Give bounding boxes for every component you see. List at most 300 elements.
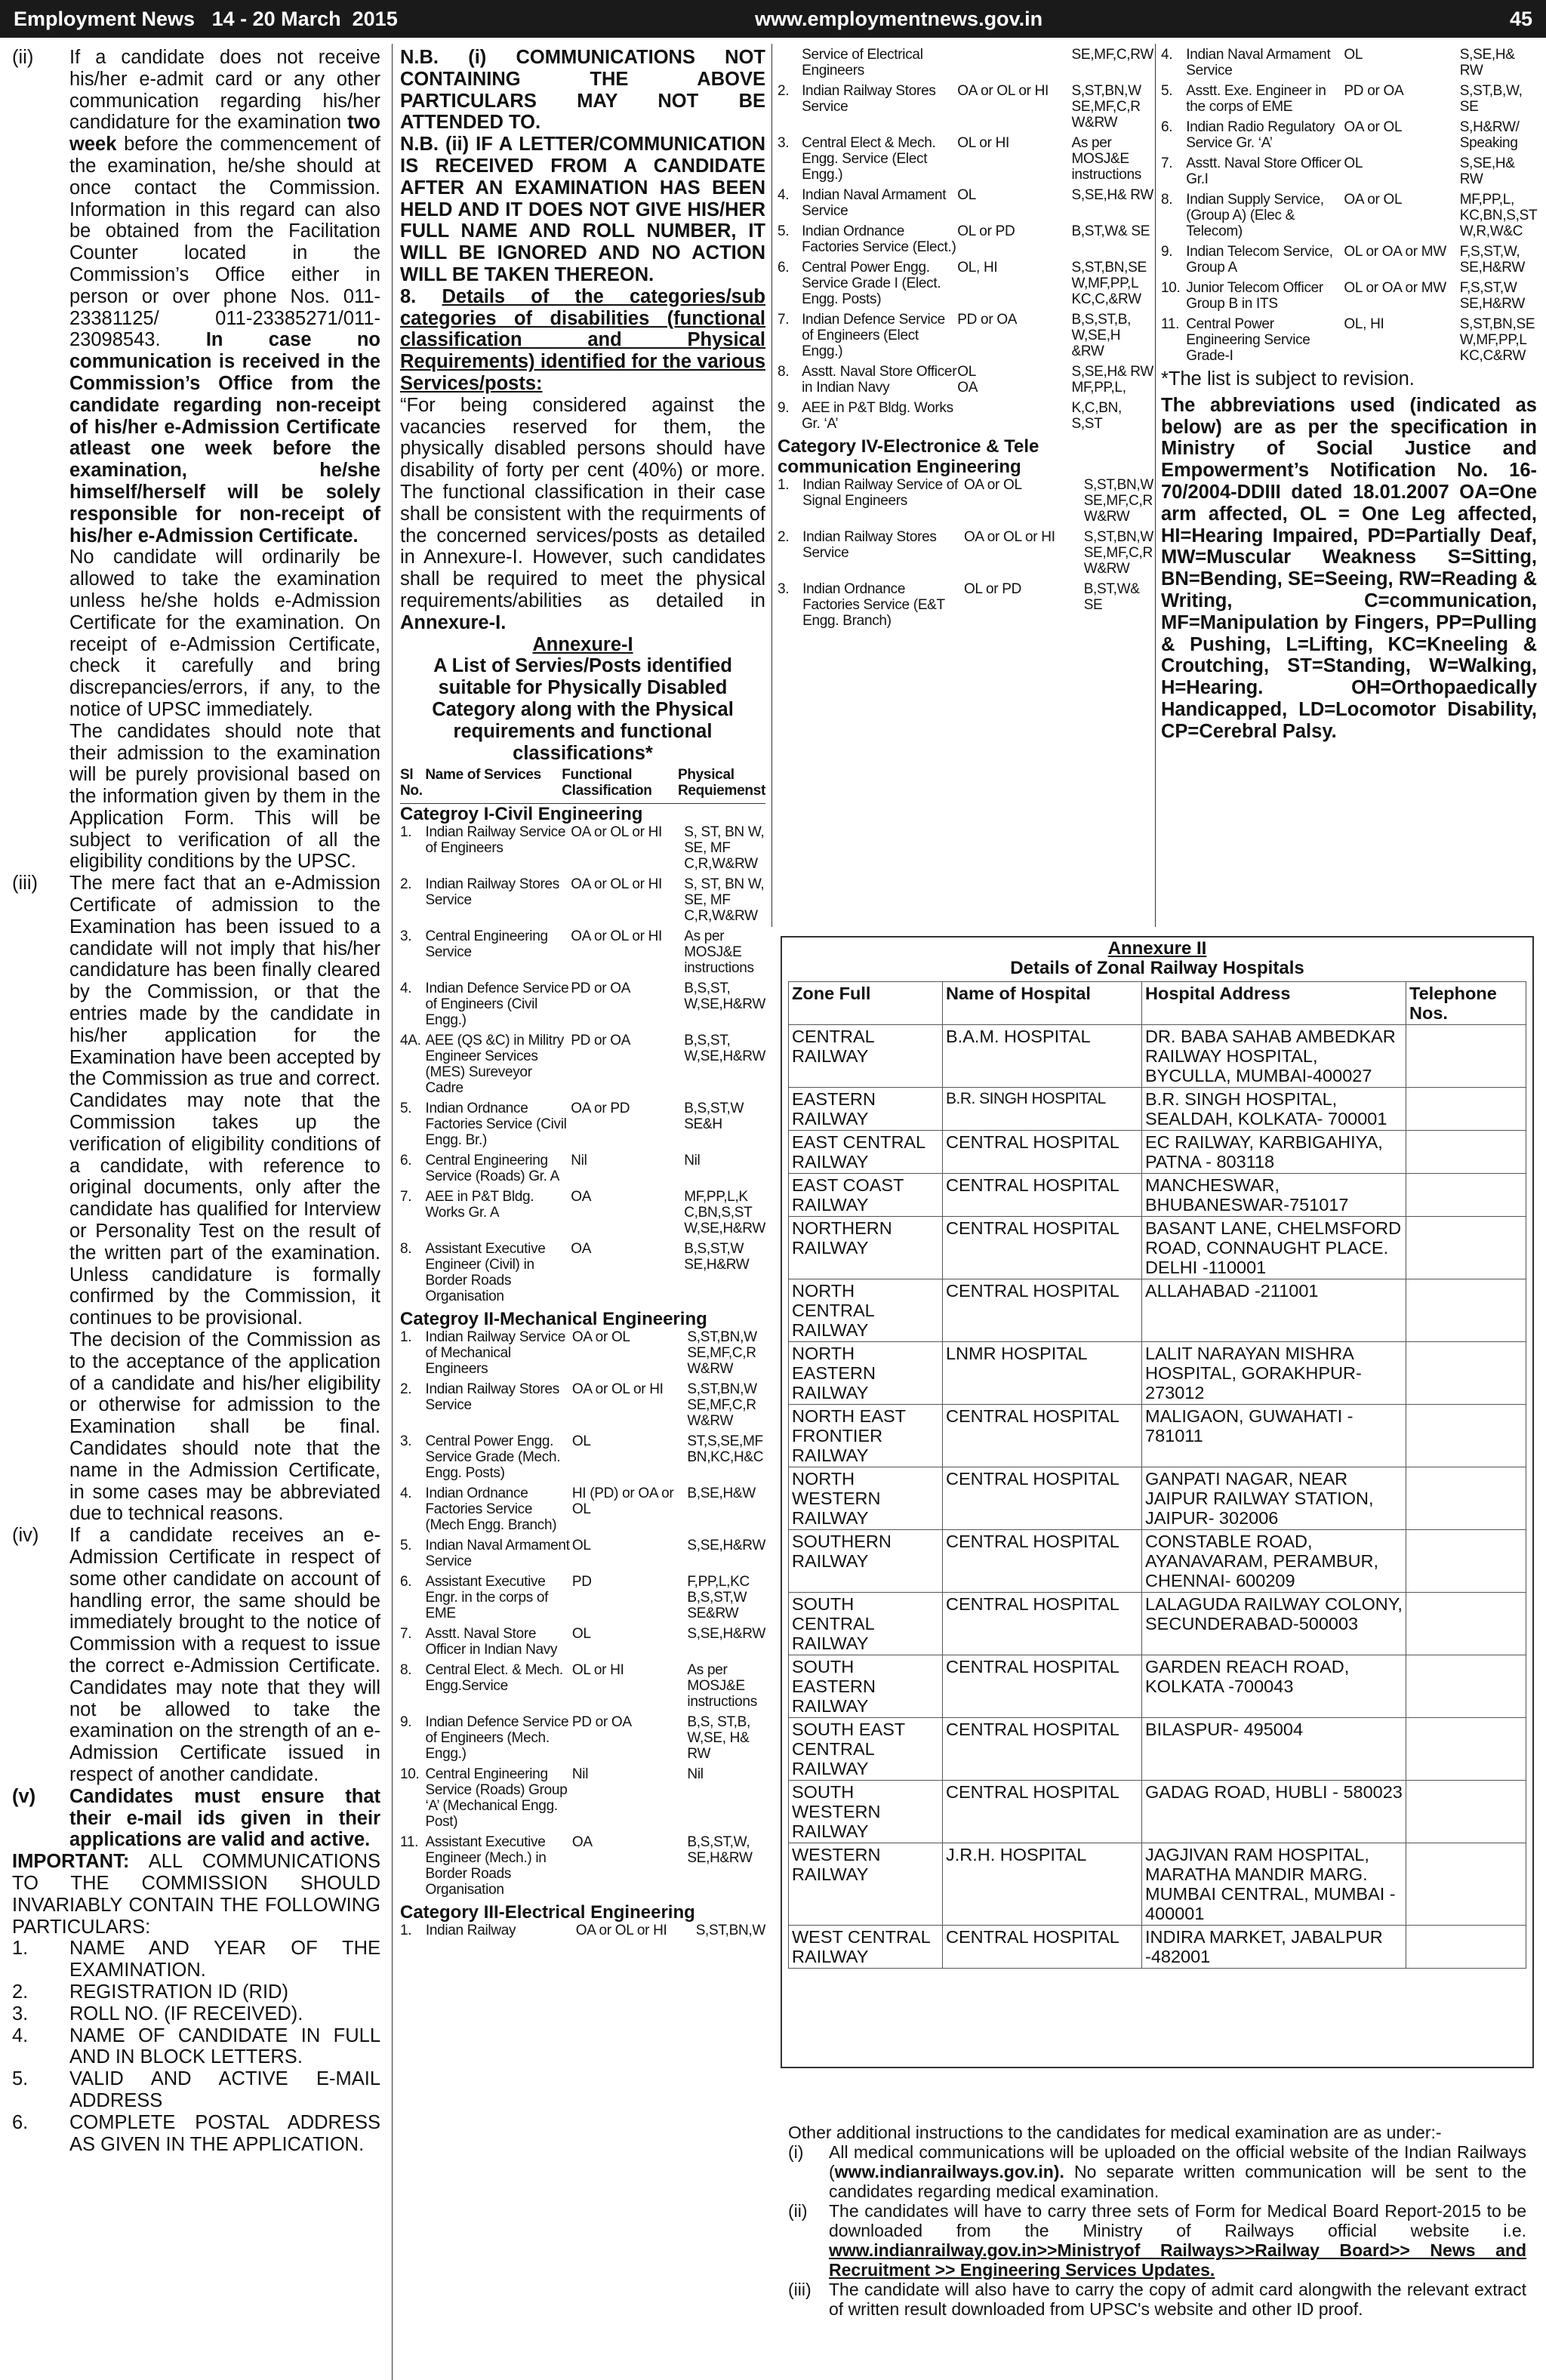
physical-requirements: S,ST,BN,W	[695, 1923, 765, 1939]
service-name: Asstt. Exe. Engineer in the corps of EME	[1186, 83, 1326, 115]
instructions-intro: Other additional instructions to the candidates for medical examination are as under:-	[788, 2123, 1442, 2142]
functional-classification: OA	[571, 1189, 592, 1205]
item-text	[829, 2142, 1526, 2201]
category-1-table	[400, 824, 765, 1309]
zonal-hospitals-table	[788, 981, 1526, 1969]
clause-v	[12, 1786, 380, 1851]
sl-number: 2.	[778, 529, 790, 545]
service-name: Indian Defence Service of Engineers (Civil Engg.)	[425, 981, 569, 1029]
functional-classification: OA or OL or HI	[571, 928, 663, 945]
service-row	[1161, 155, 1537, 192]
item-number: 1.	[12, 1938, 29, 1960]
service-row	[778, 581, 1153, 633]
functional-classification: OL	[1344, 155, 1363, 171]
telephone	[1406, 1174, 1526, 1217]
sl-number: 1.	[400, 1329, 412, 1346]
service-row	[400, 1241, 765, 1309]
table-row	[789, 1217, 1526, 1279]
table-row	[789, 1530, 1526, 1593]
sl-number: 5.	[400, 1101, 412, 1117]
table-row	[789, 1467, 1526, 1530]
sl-number: 11.	[1161, 316, 1180, 332]
text: The candidates will have to carry three sets of Form for Medical Board Report-2015 to be downloaded from the Ministry of Railways official website i.e.	[829, 2201, 1526, 2240]
service-name: Indian Naval Armament Service	[1186, 47, 1331, 79]
service-row	[400, 981, 765, 1033]
item-text: NAME OF CANDIDATE IN FULL AND IN BLOCK LETTERS.	[69, 2024, 380, 2068]
sl-number: 3.	[778, 581, 790, 597]
clause-text	[69, 47, 380, 547]
telephone	[1406, 1405, 1526, 1467]
telephone	[1406, 1718, 1526, 1781]
item-text: REGISTRATION ID (RID)	[69, 1981, 288, 2003]
text: “For being considered against the vacancies reserved for them, the physically disabled persons should have disability of forty per cent (40%) or more. The functional classification in their case shall be consistent with the requirments of the concerned services/posts as detailed in Annexure-I. However, such candidates shall be required to meet the physical requirements/abilities as detailed in	[400, 394, 765, 611]
category-4-table	[778, 477, 1153, 633]
clause-number: (iv)	[12, 1525, 39, 1547]
functional-classification: OA or OL	[571, 1329, 630, 1346]
annexure-2-title: Annexure II	[1107, 938, 1207, 959]
zone-name: SOUTH EAST CENTRAL RAILWAY	[789, 1718, 943, 1781]
item-text: COMPLETE POSTAL ADDRESS AS GIVEN IN THE APPLICATION.	[69, 2111, 380, 2155]
sl-number: 1.	[778, 477, 790, 493]
service-name: Indian Railway Stores Service	[802, 83, 936, 115]
service-row	[400, 1714, 765, 1766]
functional-classification: OL or PD	[957, 223, 1015, 239]
sl-number: 4.	[400, 1486, 412, 1502]
functional-classification: OA or OL or HI	[963, 529, 1055, 545]
functional-classification: OL or HI	[957, 135, 1009, 151]
revision-note: *The list is subject to revision.	[1161, 368, 1415, 389]
item-text: NAME AND YEAR OF THE EXAMINATION.	[69, 1938, 380, 1981]
section-8-heading	[400, 286, 765, 395]
functional-classification: PD or OA	[957, 312, 1018, 328]
sl-number: 5.	[778, 223, 790, 239]
table-row	[789, 1843, 1526, 1926]
functional-classification: PD or OA	[571, 1033, 631, 1049]
physical-requirements: MF,PP,L, KC,BN,S,ST W,R,W&C	[1459, 192, 1537, 239]
item-number: 2.	[12, 1981, 29, 2003]
physical-requirements: S,ST,BN,SE W,MF,PP,L KC,C&RW	[1459, 316, 1535, 364]
zone-name: EAST CENTRAL RAILWAY	[789, 1131, 943, 1174]
sl-number: 6.	[778, 260, 790, 276]
sl-number: 2.	[778, 83, 790, 99]
item-number: 6.	[12, 2111, 29, 2133]
text: No separate written communication will be sent to the candidates regarding medical examination.	[829, 2162, 1526, 2201]
particular-item	[12, 1981, 380, 2003]
physical-requirements: S,SE,H& RW	[1459, 47, 1515, 79]
service-name: Indian Radio Regulatory Service Gr. ‘A’	[1186, 119, 1335, 151]
telephone	[1406, 1217, 1526, 1279]
service-row	[400, 1101, 765, 1153]
service-row	[778, 47, 1153, 83]
sl-number: 8.	[400, 1662, 412, 1679]
hospital-name: CENTRAL HOSPITAL	[943, 1530, 1142, 1593]
text-bold: two week	[69, 112, 380, 155]
clause-iv	[12, 1525, 380, 1786]
hospital-address: INDIRA MARKET, JABALPUR -482001	[1142, 1926, 1406, 1969]
table-row	[789, 1279, 1526, 1342]
functional-classification: OA or OL or HI	[575, 1923, 667, 1939]
service-name: Indian Telecom Service, Group A	[1186, 244, 1333, 276]
physical-requirements: ST,S,SE,MF BN,KC,H&C	[687, 1433, 764, 1466]
functional-classification: OL, HI	[1344, 316, 1384, 332]
service-name: Central Engineering Service (Roads) Group ‘A’ (Mechanical Engg. Post)	[425, 1766, 568, 1830]
zone-name: WEST CENTRAL RAILWAY	[789, 1926, 943, 1969]
page-header	[0, 0, 1546, 38]
physical-requirements: S,SE,H&RW	[687, 1626, 765, 1643]
sl-number: 5.	[400, 1538, 412, 1554]
service-name: Indian Ordnance Factories Service (Mech Engg. Branch)	[425, 1486, 557, 1534]
annexure-1-label: Annexure-I	[532, 633, 633, 655]
clause-iii	[12, 873, 380, 1525]
table-row	[789, 1405, 1526, 1467]
sl-number: 2.	[400, 876, 412, 893]
paragraph: Candidates must ensure that their e-mail ids given in their applications are valid and active.	[69, 1785, 380, 1851]
table-row	[789, 1025, 1526, 1088]
table-row	[789, 1655, 1526, 1718]
hospital-address: JAGJIVAN RAM HOSPITAL, MARATHA MANDIR MARG. MUMBAI CENTRAL, MUMBAI - 400001	[1142, 1843, 1406, 1926]
service-row	[778, 83, 1153, 135]
zone-name: WESTERN RAILWAY	[789, 1843, 943, 1926]
sl-number: 4A.	[400, 1033, 421, 1049]
physical-requirements: F,PP,L,KC B,S,ST,W SE&RW	[687, 1574, 750, 1622]
zone-name: NORTH WESTERN RAILWAY	[789, 1467, 943, 1530]
service-row	[1161, 244, 1537, 280]
physical-requirements: S,SE,H& RW	[1071, 187, 1154, 203]
column-header: Telephone Nos.	[1406, 982, 1526, 1025]
service-name: Indian Naval Armament Service	[425, 1538, 570, 1570]
sl-number: 10.	[1161, 280, 1181, 296]
service-name: Indian Railway Stores Service	[425, 876, 559, 909]
service-name: Central Elect & Mech. Engg. Service (Elect Engg.)	[802, 135, 936, 183]
section-title: Details of the categories/sub categories of disabilities (functional classification and Physical Requirements) identified for the various Services/posts:	[400, 285, 765, 394]
text: If a candidate does not receive his/her e-admit card or any other communication regarding his/her candidature for the examination	[69, 47, 380, 134]
functional-classification	[957, 47, 1071, 83]
service-name: Assistant Executive Engr. in the corps of EME	[425, 1574, 549, 1622]
section-number: 8.	[400, 285, 442, 307]
hospital-name: CENTRAL HOSPITAL	[943, 1174, 1142, 1217]
sl-number	[778, 47, 802, 83]
table-row	[789, 1174, 1526, 1217]
service-name: Central Power Engg. Service Grade (Mech. Engg. Posts)	[425, 1433, 561, 1482]
hospital-name: CENTRAL HOSPITAL	[943, 1593, 1142, 1655]
functional-classification: OL	[1344, 47, 1363, 63]
physical-requirements: B,S,ST,W SE&H	[684, 1101, 744, 1133]
functional-classification: OL	[957, 187, 977, 203]
service-row	[400, 1033, 765, 1101]
hospital-address: B.R. SINGH HOSPITAL, SEALDAH, KOLKATA- 700001	[1142, 1088, 1406, 1131]
sl-number: 7.	[1161, 155, 1173, 171]
sl-number: 10.	[400, 1766, 420, 1783]
telephone	[1406, 1655, 1526, 1718]
physical-requirements: S,ST,BN,W SE,MF,C,R W&RW	[1083, 529, 1153, 577]
hospital-name: CENTRAL HOSPITAL	[943, 1467, 1142, 1530]
hospital-name: CENTRAL HOSPITAL	[943, 1131, 1142, 1174]
paragraph: The decision of the Commission as to the acceptance of the application of a candidate and his/her eligibility or otherwise for admission to the Examination shall be final. Candidates should note that the name in the Admission Certificate, in some cases may be abbreviated due to technical reasons.	[69, 1329, 380, 1525]
zone-name: SOUTHERN RAILWAY	[789, 1530, 943, 1593]
service-row	[778, 529, 1153, 581]
service-name: Indian Ordnance Factories Service (Civil Engg. Br.)	[425, 1101, 567, 1149]
nb-note-2: N.B. (ii) IF A LETTER/COMMUNICATION IS RECEIVED FROM A CANDIDATE AFTER AN EXAMINATION HAS BEEN HELD AND IT DOES NOT GIVE HIS/HER FULL NAME AND ROLL NUMBER, IT WILL BE IGNORED AND NO ACTION WILL BE TAKEN THEREON.	[400, 134, 765, 285]
hospital-address: ALLAHABAD -211001	[1142, 1279, 1406, 1342]
hospital-address: LALIT NARAYAN MISHRA HOSPITAL, GORAKHPUR-273012	[1142, 1342, 1406, 1405]
telephone	[1406, 1926, 1526, 1969]
service-row	[1161, 83, 1537, 119]
column-header: Name of Hospital	[943, 982, 1142, 1025]
service-row	[778, 400, 1153, 436]
physical-requirements: B,S,ST,W SE,H&RW	[684, 1241, 750, 1273]
sl-number: 1.	[400, 824, 412, 841]
category-2-table	[400, 1329, 765, 1902]
functional-classification: OA or OL	[1344, 192, 1403, 208]
service-row	[400, 1486, 765, 1538]
functional-classification: PD or OA	[1344, 83, 1404, 99]
physical-requirements: B,S,ST, W,SE,H&RW	[684, 1033, 765, 1065]
physical-requirements: B,S, ST,B, W,SE, H& RW	[687, 1714, 750, 1763]
medical-instructions	[788, 2123, 1526, 2319]
physical-requirements: B,ST,W& SE	[1071, 223, 1150, 239]
service-row	[400, 1538, 765, 1574]
service-name: Indian Railway	[425, 1923, 516, 1939]
service-row	[400, 1381, 765, 1433]
particulars-list	[12, 1938, 380, 2155]
zone-name: SOUTH CENTRAL RAILWAY	[789, 1593, 943, 1655]
functional-classification: OL OA	[957, 364, 978, 396]
functional-classification: OA	[571, 1834, 593, 1851]
service-name: Central Power Engg. Service Grade I (Elect. Engg. Posts)	[802, 260, 941, 307]
physical-requirements: S,SE,H& RW	[1459, 155, 1515, 187]
zone-name: NORTH EASTERN RAILWAY	[789, 1342, 943, 1405]
functional-classification: PD	[571, 1574, 592, 1590]
hospital-address: LALAGUDA RAILWAY COLONY, SECUNDERABAD-500003	[1142, 1593, 1406, 1655]
functional-classification: OL or OA or MW	[1344, 244, 1446, 260]
annexure-2-subtitle: Details of Zonal Railway Hospitals	[1010, 958, 1304, 978]
service-row	[400, 1153, 765, 1189]
service-row	[778, 477, 1153, 529]
hospital-address: MANCHESWAR, BHUBANESWAR-751017	[1142, 1174, 1406, 1217]
sl-number: 7.	[400, 1189, 412, 1205]
telephone	[1406, 1279, 1526, 1342]
functional-classification: OA or PD	[571, 1101, 630, 1117]
hospital-name: B.A.M. HOSPITAL	[943, 1025, 1142, 1088]
particular-item	[12, 1938, 380, 1981]
nb-note-1: N.B. (i) COMMUNICATIONS NOT CONTAINING THE ABOVE PARTICULARS MAY NOT BE ATTENDED TO.	[400, 47, 765, 134]
hospital-address: EC RAILWAY, KARBIGAHIYA, PATNA - 803118	[1142, 1131, 1406, 1174]
service-name: Central Elect. & Mech. Engg.Service	[425, 1662, 563, 1695]
physical-requirements: S,ST,B,W, SE	[1459, 83, 1523, 115]
section-8-body	[400, 395, 765, 634]
category-3-table-continued	[778, 47, 1153, 436]
telephone	[1406, 1131, 1526, 1174]
physical-requirements: As per MOSJ&E instructions	[1071, 135, 1141, 183]
item-text: VALID AND ACTIVE E-MAIL ADDRESS	[69, 2068, 380, 2111]
functional-classification: OA or OL	[963, 477, 1022, 493]
zone-name: SOUTH EASTERN RAILWAY	[789, 1655, 943, 1718]
physical-requirements: S,ST,BN,W SE,MF,C,R W&RW	[687, 1381, 757, 1430]
sl-number: 8.	[400, 1241, 412, 1258]
service-name: Assistant Executive Engineer (Civil) in Border Roads Organisation	[425, 1241, 546, 1305]
paragraph: The candidates should note that their admission to the examination will be purely provisional based on the information given by them in the Application Form. This will be subject to verification of all the eligibility conditions by the UPSC.	[69, 720, 380, 873]
physical-requirements: S,ST,BN,W SE,MF,C,R W&RW	[1083, 477, 1153, 525]
hospital-name: CENTRAL HOSPITAL	[943, 1718, 1142, 1781]
physical-requirements: B,ST,W& SE	[1083, 581, 1140, 613]
service-row	[400, 824, 765, 876]
instruction-ii	[788, 2201, 1526, 2280]
service-row	[778, 312, 1153, 364]
telephone	[1406, 1088, 1526, 1131]
sl-number: 6.	[400, 1574, 412, 1590]
text: before the commencement of the examination, he/she should at once contact the Commission. Information in this regard can also be obtained from the Facilitation Counter located in the Commission’s Office either in person or over phone Nos. 011-23381125/ 011-23385271/011-23098543.	[69, 134, 380, 351]
item-number: 4.	[12, 2024, 29, 2046]
hospital-address: CONSTABLE ROAD, AYANAVARAM, PERAMBUR, CHENNAI- 600209	[1142, 1530, 1406, 1593]
header-issue: Employment News 14 - 20 March 2015	[14, 7, 398, 30]
table-row	[789, 1593, 1526, 1655]
functional-classification: OA or OL or HI	[571, 1381, 664, 1398]
hospital-name: J.R.H. HOSPITAL	[943, 1843, 1142, 1926]
zone-name: CENTRAL RAILWAY	[789, 1025, 943, 1088]
service-name: Indian Defence Service of Engineers (Mech. Engg.)	[425, 1714, 569, 1763]
service-row	[778, 364, 1153, 400]
service-name: Central Engineering Service	[425, 928, 548, 961]
clause-number: (v)	[12, 1785, 36, 1807]
physical-requirements: MF,PP,L,K C,BN,S,ST W,SE,H&RW	[684, 1189, 765, 1237]
instruction-iii	[788, 2280, 1526, 2319]
sl-number: 1.	[400, 1923, 412, 1939]
important-note	[12, 1851, 380, 1938]
service-name: AEE in P&T Bldg. Works Gr. ‘A’	[802, 400, 953, 432]
col-functional: Functional Classification	[562, 767, 678, 804]
service-row	[400, 1329, 765, 1381]
functional-classification: OL	[571, 1433, 591, 1450]
physical-requirements: S,SE,H&RW	[687, 1538, 765, 1554]
sl-number: 7.	[400, 1626, 412, 1643]
service-name: Indian Supply Service, (Group A) (Elec & Telecom)	[1186, 192, 1324, 239]
text-bold: In case no communication is received in the Commission’s Office from the candidate regarding non-receipt of his/her e-Admission Certificate atleast one week before the examination, he/she himself/herself will be solely responsible for non-receipt of his/her e-Admission Certificate.	[69, 329, 380, 547]
zone-name: NORTH EAST FRONTIER RAILWAY	[789, 1405, 943, 1467]
service-name: Asstt. Naval Store Officer Gr.I	[1186, 155, 1341, 187]
services-table-header	[400, 767, 765, 804]
zone-name: EAST COAST RAILWAY	[789, 1174, 943, 1217]
physical-requirements: S, ST, BN W, SE, MF C,R,W&RW	[684, 876, 765, 925]
category-2-heading: Categroy II-Mechanical Engineering	[400, 1309, 707, 1330]
physical-requirements: S, ST, BN W, SE, MF C,R,W&RW	[684, 824, 765, 873]
category-3-table	[400, 1923, 765, 1943]
service-name: Central Power Engineering Service Grade-I	[1186, 316, 1310, 364]
sl-number: 2.	[400, 1381, 412, 1398]
category-1-heading: Categroy I-Civil Engineering	[400, 804, 643, 825]
service-row	[1161, 316, 1537, 368]
annexure-1-title: A List of Servies/Posts identified suitable for Physically Disabled Category along with the Physical requirements and functional classifications*	[432, 655, 734, 764]
service-row	[400, 1766, 765, 1834]
service-name: AEE (QS &C) in Militry Engineer Services (MES) Sureveyor Cadre	[425, 1033, 564, 1097]
physical-requirements: F,S,ST,W, SE,H&RW	[1459, 244, 1525, 276]
physical-requirements: Nil	[687, 1766, 704, 1783]
functional-classification: OA or OL	[1344, 119, 1403, 135]
column-3	[778, 47, 1153, 633]
hospital-address: BILASPUR- 495004	[1142, 1718, 1406, 1781]
col-sl: Sl No.	[400, 767, 425, 804]
sl-number: 8.	[778, 364, 790, 380]
service-row	[400, 1189, 765, 1241]
zone-name: NORTH CENTRAL RAILWAY	[789, 1279, 943, 1342]
category-4-table-continued	[1161, 47, 1537, 368]
page-number: 45	[1509, 7, 1532, 30]
telephone	[1406, 1843, 1526, 1926]
physical-requirements: S,SE,H& RW MF,PP,L,	[1071, 364, 1154, 396]
sl-number: 9.	[1161, 244, 1173, 260]
clause-number: (iii)	[12, 873, 38, 894]
abbreviations: The abbreviations used (indicated as below) are as per the specification in Ministry of Social Justice and Empowerment’s Notification No. 16-70/2004-DDIII dated 18.01.2007 OA=One arm affected, OL = One Leg affected, HI=Hearing Impaired, PD=Partially Deaf, MW=Muscular Weakness S=Sitting, BN=Bending, SE=Seeing, RW=Reading & Writing, C=communication, MF=Manipulation by Fingers, PP=Pulling & Pushing, L=Lifting, KC=Kneeling & Croutching, ST=Standing, W=Walking, H=Hearing. OH=Orthopaedically Handicapped, LD=Locomotor Disability, CP=Cerebral Palsy.	[1161, 394, 1537, 742]
service-row	[400, 876, 765, 928]
service-row	[400, 928, 765, 981]
hospital-name: B.R. SINGH HOSPITAL	[943, 1088, 1142, 1131]
item-number: (i)	[788, 2142, 804, 2162]
sl-number: 4.	[1161, 47, 1173, 63]
hospital-name: CENTRAL HOSPITAL	[943, 1279, 1142, 1342]
paragraph: If a candidate receives an e-Admission Certificate in respect of some other candidate on account of handling error, the same should be immediately brought to the notice of Commission with a request to issue the correct e-Admission Certificate. Candidates may note that they will not be allowed to take the examination on the strength of an e-Admission Certificate issued in respect of another candidate.	[69, 1525, 380, 1785]
hospital-name: CENTRAL HOSPITAL	[943, 1655, 1142, 1718]
paragraph: The mere fact that an e-Admission Certificate of admission to the Examination has been issued to a candidate will not imply that his/her candidature has been finally cleared by the Commission, or that the entries made by the candidate in his/her application for the Examination have been accepted by the Commission as true and correct. Candidates may note that the Commission takes up the verification of eligibility conditions of a candidate, with reference to original documents, only after the candidate has qualified for Interview or Personality Test on the result of the written part of the examination. Unless candidature is formally confirmed by the Commission, it continues to be provisional.	[69, 873, 380, 1329]
functional-classification: OL	[571, 1538, 591, 1554]
hospital-name: CENTRAL HOSPITAL	[943, 1926, 1142, 1969]
functional-classification: Nil	[571, 1153, 587, 1169]
railways-website-link[interactable]: www.indianrailways.gov.in).	[834, 2162, 1064, 2181]
zone-name: SOUTH WESTERN RAILWAY	[789, 1781, 943, 1843]
service-name: Junior Telecom Officer Group B in ITS	[1186, 280, 1323, 312]
sl-number: 4.	[778, 187, 790, 203]
service-row	[1161, 47, 1537, 83]
hospital-address: GARDEN REACH ROAD, KOLKATA -700043	[1142, 1655, 1406, 1718]
telephone	[1406, 1781, 1526, 1843]
physical-requirements: As per MOSJ&E instructions	[687, 1662, 757, 1710]
col-service: Name of Services	[425, 767, 562, 804]
service-row	[778, 260, 1153, 312]
category-4-heading: Category IV-Electronice & Tele communication Engineering	[778, 436, 1039, 477]
service-name: Indian Railway Stores Service	[425, 1381, 559, 1414]
physical-requirements: S,ST,BN,SE W,MF,PP,L KC,C,&RW	[1071, 260, 1147, 307]
functional-classification	[957, 400, 1071, 436]
service-name: Central Engineering Service (Roads) Gr. A	[425, 1153, 559, 1185]
physical-requirements: B,S,ST,W, SE,H&RW	[687, 1834, 753, 1867]
functional-classification: OL or OA or MW	[1344, 280, 1446, 296]
service-row	[400, 1574, 765, 1626]
sl-number: 8.	[1161, 192, 1173, 208]
important-label: IMPORTANT:	[12, 1851, 130, 1873]
service-name: Indian Ordnance Factories Service (E&T Engg. Branch)	[802, 581, 945, 629]
hospital-address: BASANT LANE, CHELMSFORD ROAD, CONNAUGHT PLACE. DELHI -110001	[1142, 1217, 1406, 1279]
table-row	[789, 1131, 1526, 1174]
item-number: 3.	[12, 2003, 29, 2024]
service-name: Indian Defence Service of Engineers (Elect Engg.)	[802, 312, 945, 359]
medical-form-link[interactable]: www.indianrailway.gov.in>>Ministryof Railways>>Railway Board>> News and Recruitment >> Engineering Services Updates.	[829, 2240, 1526, 2280]
header-website[interactable]: www.employmentnews.gov.in	[755, 7, 1043, 30]
zone-name: EASTERN RAILWAY	[789, 1088, 943, 1131]
functional-classification: OA or OL or HI	[957, 83, 1049, 99]
sl-number: 5.	[1161, 83, 1173, 99]
physical-requirements: S,ST,BN,W SE,MF,C,R W&RW	[687, 1329, 757, 1378]
telephone	[1406, 1593, 1526, 1655]
hospital-address: MALIGAON, GUWAHATI - 781011	[1142, 1405, 1406, 1467]
service-row	[400, 1662, 765, 1714]
hospital-address: DR. BABA SAHAB AMBEDKAR RAILWAY HOSPITAL, BYCULLA, MUMBAI-400027	[1142, 1025, 1406, 1088]
service-name: Asstt. Naval Store Officer in Indian Navy	[425, 1626, 558, 1658]
hospital-name: LNMR HOSPITAL	[943, 1342, 1142, 1405]
text: ALL COMMUNICATIONS TO THE COMMISSION SHOULD INVARIABLY CONTAIN THE FOLLOWING PARTICULARS:	[12, 1851, 380, 1938]
column-divider	[771, 44, 772, 927]
clause-ii	[12, 47, 380, 873]
service-name: Service of Electrical Engineers	[802, 47, 923, 79]
functional-classification: PD or OA	[571, 981, 631, 997]
functional-classification: OA	[571, 1241, 592, 1258]
